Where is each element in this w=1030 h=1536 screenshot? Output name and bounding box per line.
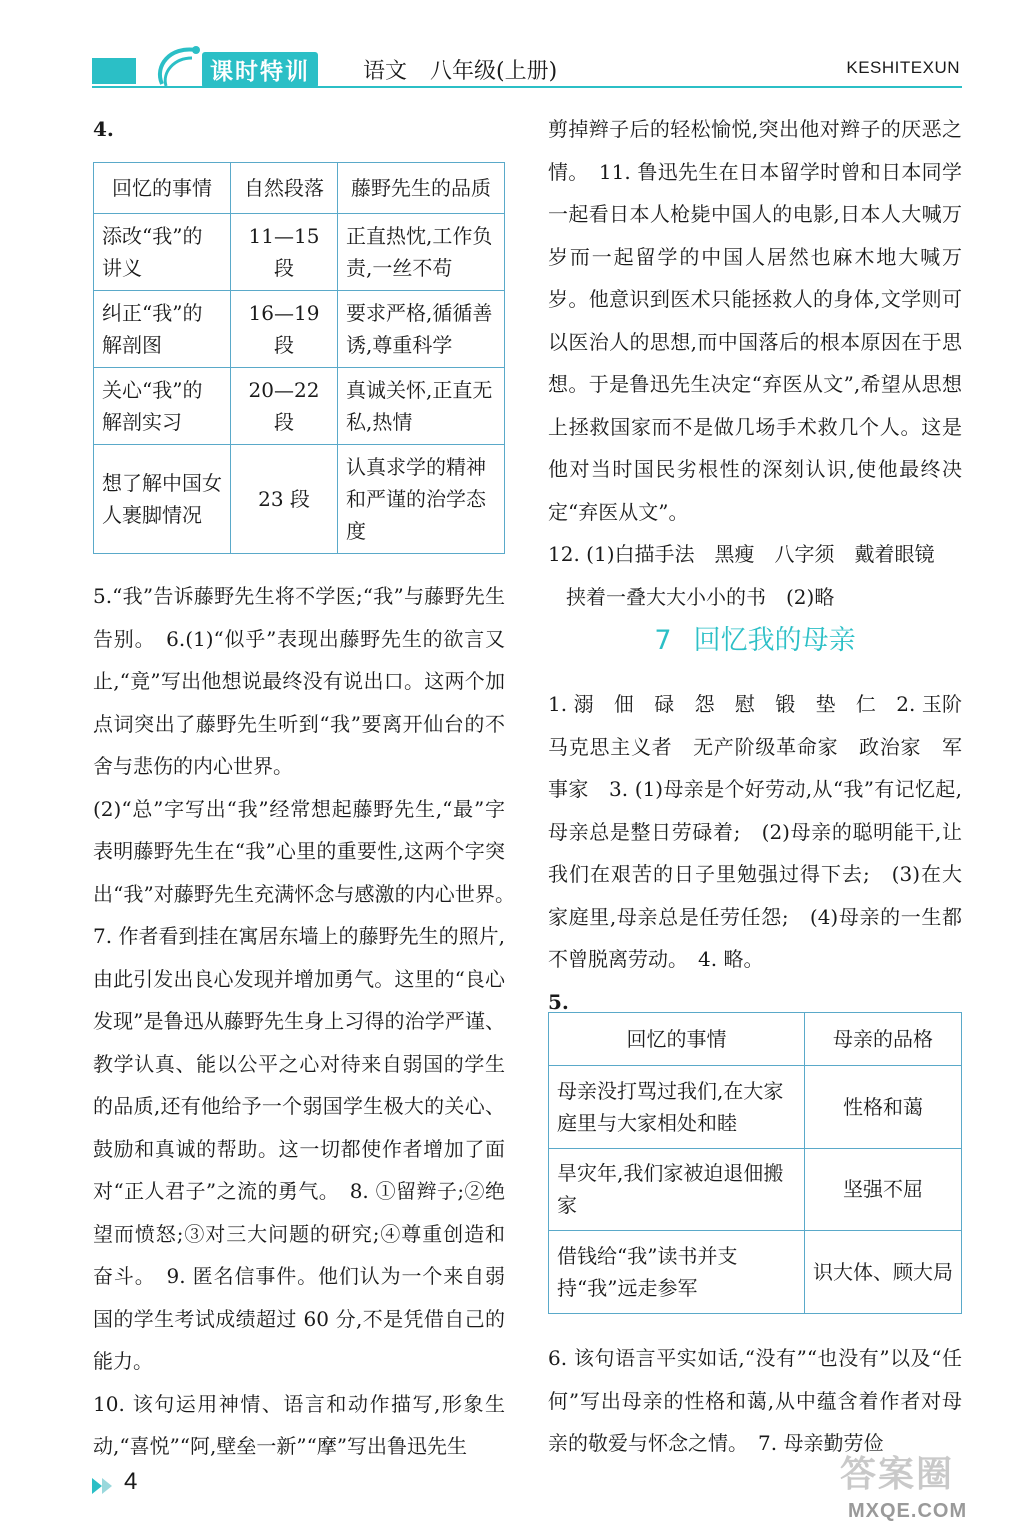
left-column — [93, 108, 505, 151]
header-color-block — [92, 58, 136, 84]
table-cell: 要求严格,循循善诱,尊重科学 — [338, 291, 505, 368]
answer-paragraph: 12. (1)白描手法 黑瘦 八字须 戴着眼镜 — [548, 542, 935, 566]
table-cell: 性格和蔼 — [805, 1066, 962, 1149]
section-title — [548, 618, 962, 657]
answer-paragraph: 10. 该句运用神情、语言和动作描写,形象生动,“喜悦”“阿,壁垒一新”“摩”写出鲁迅先生 — [93, 1391, 505, 1458]
answer-paragraph: 1. 溺 佃 碌 怨 慰 锻 垫 仁 2. 玉阶 马克思主义者 无产阶级革命家 政治家 军事家 3. (1)母亲是个好劳动,从“我”有记忆起,母亲总是整日劳碌着; (2)母亲的聪明能干,让我们在艰苦的日子里勉强过得下去; (3)在大家庭里,母亲总是任劳任怨; (4)母亲的一生都不曾脱离劳动。 4. 略。 — [548, 692, 982, 971]
header-divider — [92, 86, 962, 88]
table-header-row — [549, 1013, 962, 1066]
answer-paragraph: (2)“总”字写出“我”经常想起藤野先生,“最”字表明藤野先生在“我”心里的重要性,这两个字突出“我”对藤野先生充满怀念与感激的内心世界。 7. 作者看到挂在寓居东墙上的藤野先生的照片,由此引发出良心发现并增加勇气。这里的“良心发现”是鲁迅从藤野先生身上习得的治学严谨、教学认真、能以公平之心对待来自弱国的学生的品质,还有他给予一个弱国学生极大的关心、鼓励和真诚的帮助。这一切都使作者增加了面对“正人君子”之流的勇气。 8. ①留辫子;②绝望而愤怒;③对三大问题的研究;④尊重创造和奋斗。 9. 匿名信事件。他们认为一个来自弱国的学生考试成绩超过 60 分,不是凭借自己的能力。 — [93, 796, 525, 1373]
question-4-label: 4. — [93, 117, 114, 141]
question-5-table — [548, 1012, 962, 1314]
right-column — [548, 108, 962, 618]
table-cell: 想了解中国女人裹脚情况 — [94, 445, 231, 554]
answer-paragraph: 剪掉辫子后的轻松愉悦,突出他对辫子的厌恶之情。 11. 鲁迅先生在日本留学时曾和日本同学一起看日本人枪毙中国人的电影,日本人大喊万岁而一起留学的中国人居然也麻木地大喊万岁。他意识到医术只能拯救人的身体,文学则可以医治人的思想,而中国落后的根本原因在于思想。于是鲁迅先生决定“弃医从文”,希望从思想上拯救国家而不是做几场手术救几个人。这是他对当时国民劣根性的深刻认识,使他最终决定“弃医从文”。 — [548, 117, 962, 524]
table-cell: 正直热忱,工作负责,一丝不苟 — [338, 214, 505, 291]
table-header-cell: 回忆的事情 — [549, 1013, 805, 1066]
table-header-cell: 自然段落 — [231, 163, 338, 214]
section-number: 7 — [654, 625, 672, 656]
answer-paragraph: 6. 该句语言平实如话,“没有”“也没有”以及“任何”写出母亲的性格和蔼,从中蕴含着作者对母亲的敬爱与怀念之情。 7. 母亲勤劳俭 — [548, 1346, 962, 1455]
table-header-row — [94, 163, 505, 214]
table-header-cell: 回忆的事情 — [94, 163, 231, 214]
answer-paragraph: 5.“我”告诉藤野先生将不学医;“我”与藤野先生告别。 6.(1)“似乎”表现出藤野先生的欲言又止,“竟”写出他想说最终没有说出口。这两个加点词突出了藤野先生听到“我”要离开仙台的不舍与悲伤的内心世界。 — [93, 584, 505, 778]
watermark-text: 答案圈 — [840, 1454, 955, 1495]
answer-paragraph: 挟着一叠大大小小的书 (2)略 — [566, 584, 835, 609]
series-code: KESHITEXUN — [846, 58, 960, 77]
table-cell: 母亲没打骂过我们,在大家庭里与大家相处和睦 — [549, 1066, 805, 1149]
question-5-label: 5. — [548, 989, 569, 1014]
grade-label: 八年级(上册) — [430, 59, 558, 84]
table-header-cell: 藤野先生的品质 — [338, 163, 505, 214]
table-cell: 识大体、顾大局 — [805, 1231, 962, 1314]
table-cell: 坚强不屈 — [805, 1148, 962, 1231]
table-row — [94, 368, 505, 445]
question-4-table — [93, 162, 505, 554]
table-cell: 关心“我”的解剖实习 — [94, 368, 231, 445]
table-cell: 纠正“我”的解剖图 — [94, 291, 231, 368]
page-header — [0, 0, 1030, 110]
table-cell: 真诚关怀,正直无私,热情 — [338, 368, 505, 445]
table-cell: 添改“我”的讲义 — [94, 214, 231, 291]
table-cell: 20—22 段 — [231, 368, 338, 445]
table-cell: 借钱给“我”读书并支持“我”远走参军 — [549, 1231, 805, 1314]
table-row — [549, 1231, 962, 1314]
table-cell: 11—15 段 — [231, 214, 338, 291]
subject-label: 语文 — [363, 59, 408, 84]
table-cell: 23 段 — [231, 445, 338, 554]
table-cell: 旱灾年,我们家被迫退佃搬家 — [549, 1148, 805, 1231]
table-row — [94, 291, 505, 368]
brand-title: 课时特训 — [202, 52, 318, 88]
left-answers — [93, 575, 525, 1468]
table-cell: 认真求学的精神和严谨的治学态度 — [338, 445, 505, 554]
table-row — [94, 214, 505, 291]
table-cell: 16—19 段 — [231, 291, 338, 368]
section-title-text: 回忆我的母亲 — [693, 625, 856, 656]
watermark-url: MXQE.COM — [848, 1500, 968, 1522]
right-answers — [548, 683, 982, 1023]
table-row — [94, 445, 505, 554]
table-row — [549, 1148, 962, 1231]
table-header-cell: 母亲的品格 — [805, 1013, 962, 1066]
table-row — [549, 1066, 962, 1149]
page-arrow-icon — [92, 1478, 118, 1494]
page-number: 4 — [124, 1468, 138, 1495]
